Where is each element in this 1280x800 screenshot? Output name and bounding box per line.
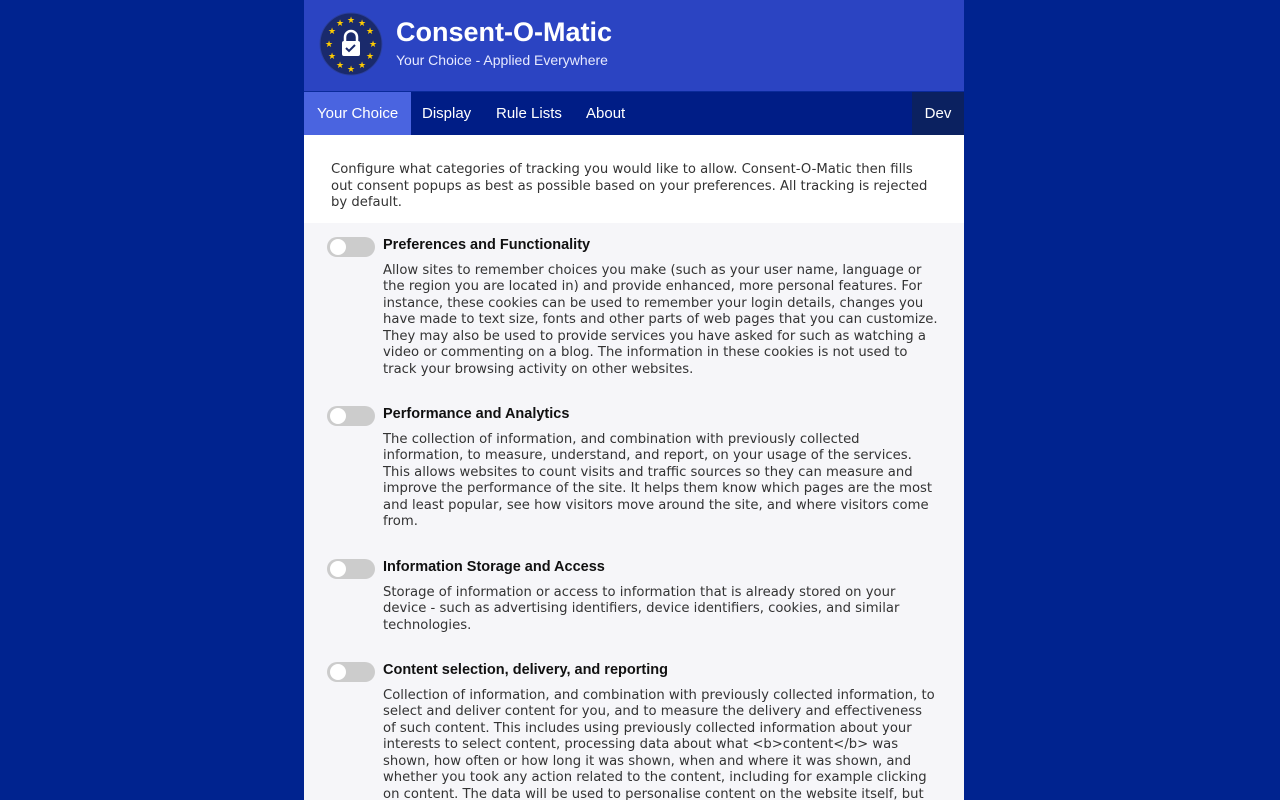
toggle-knob	[330, 664, 346, 680]
tab-dev[interactable]: Dev	[912, 92, 964, 135]
category-performance	[304, 400, 964, 553]
header	[304, 0, 964, 91]
tab-rule-lists[interactable]: Rule Lists	[496, 105, 562, 122]
svg-text:★: ★	[327, 52, 337, 62]
svg-text:★: ★	[365, 27, 375, 37]
category-title: Preferences and Functionality	[383, 236, 591, 253]
preferences-toggle[interactable]	[327, 237, 375, 257]
svg-text:★: ★	[357, 19, 367, 29]
category-list	[304, 223, 964, 800]
tab-about[interactable]: About	[586, 105, 626, 122]
svg-text:★: ★	[365, 52, 375, 62]
svg-text:★: ★	[324, 40, 334, 50]
toggle-knob	[330, 408, 346, 424]
category-description: The collection of information, and combination with previously collected information, to measure, understand, and report, on your usage of the services. This allows websites to count visits and traffic sources so they can measure and improve the performance of the site. It helps them know which pages are the most and least popular, see how visitors move around the site, and where visitors come from.	[383, 431, 933, 529]
category-title: Performance and Analytics	[383, 405, 570, 422]
svg-text:★: ★	[335, 61, 345, 71]
eu-lock-logo-icon	[319, 12, 383, 76]
app-title: Consent-O-Matic	[396, 17, 612, 47]
app-subtitle: Your Choice - Applied Everywhere	[396, 52, 608, 68]
tab-your-choice[interactable]: Your Choice	[304, 92, 411, 135]
category-description: Storage of information or access to information that is already stored on your device - such as advertising identifiers, device identifiers, cookies, and similar technologies.	[383, 584, 900, 633]
intro-text: Configure what categories of tracking you would like to allow. Consent-O-Matic then fills out consent popups as best as possible based on your preferences. All tracking is rejected by default.	[304, 135, 964, 223]
toggle-knob	[330, 239, 346, 255]
category-storage	[304, 553, 964, 656]
svg-text:★: ★	[357, 61, 367, 71]
svg-text:★: ★	[335, 19, 345, 29]
toggle-knob	[330, 561, 346, 577]
category-title: Content selection, delivery, and reporting	[383, 661, 668, 678]
storage-toggle[interactable]	[327, 559, 375, 579]
category-description: Collection of information, and combination with previously collected information, to select and deliver content for you, and to measure the delivery and effectiveness of such content. This includes using previously collected information about your interests to select content, processing data about what <b>content</b> was shown, how often or how long it was shown, when and where it was shown, and whether you took any action related to the content, including for example clicking on content. The data will be used to personalise content on the website itself, but	[383, 687, 935, 800]
popup-panel	[304, 0, 964, 800]
content-toggle[interactable]	[327, 662, 375, 682]
tab-display[interactable]: Display	[422, 105, 472, 122]
svg-text:★: ★	[327, 27, 337, 37]
performance-toggle[interactable]	[327, 406, 375, 426]
category-title: Information Storage and Access	[383, 558, 605, 575]
svg-text:★: ★	[368, 40, 378, 50]
svg-text:★: ★	[346, 65, 356, 75]
category-description: Allow sites to remember choices you make (such as your user name, language or the region you are located in) and provide enhanced, more personal features. For instance, these cookies can be used to remember your login details, changes you have made to text size, fonts and other parts of web pages that you can customize. They may also be used to provide services you have asked for such as watching a video or commenting on a blog. The information in these cookies is not used to track your browsing activity on other websites.	[383, 262, 938, 377]
nav-bar	[304, 91, 964, 135]
svg-text:★: ★	[346, 16, 356, 26]
category-content	[304, 656, 964, 800]
category-preferences	[304, 231, 964, 400]
